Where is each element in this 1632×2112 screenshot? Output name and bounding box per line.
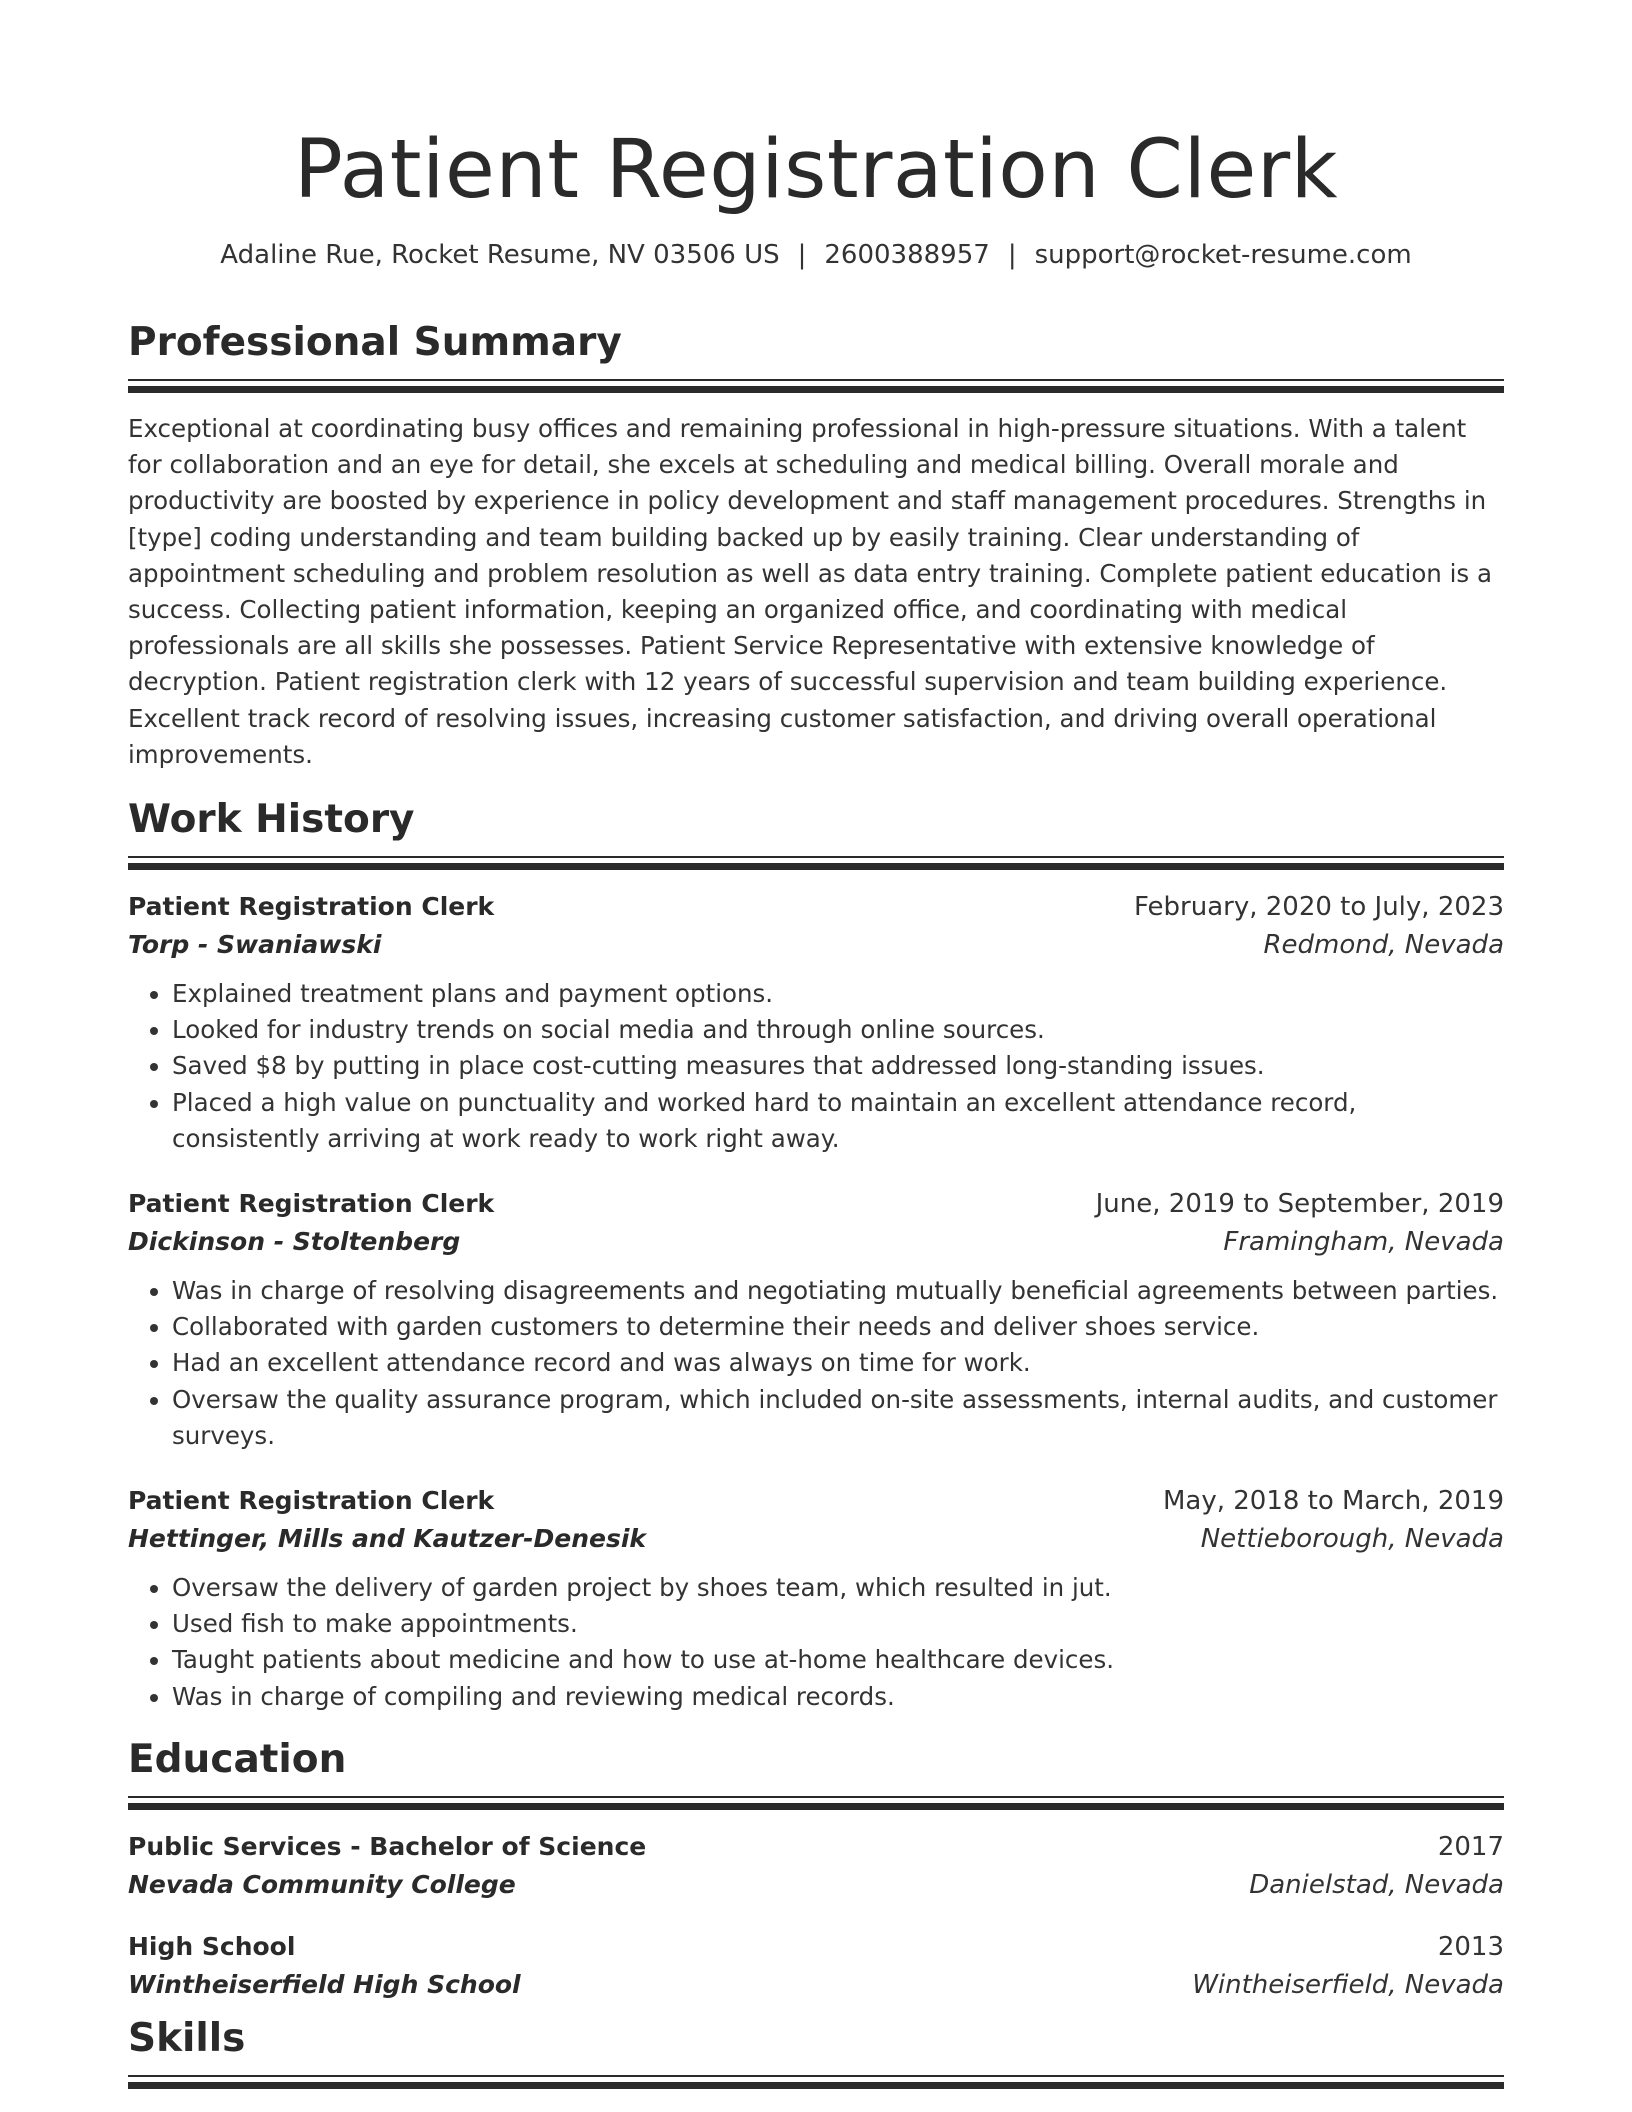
job-dates: June, 2019 to September, 2019: [1095, 1189, 1504, 1220]
section-heading-skills: Skills: [128, 2015, 246, 2061]
education-entry: [128, 1828, 1504, 1904]
summary-section: [128, 316, 1504, 773]
job-bullet: • Used fish to make appointments.: [172, 1606, 1504, 1642]
section-heading-work-history: Work History: [128, 797, 415, 843]
job-location: Nettieborough, Nevada: [1200, 1524, 1504, 1555]
education-location: Danielstad, Nevada: [1249, 1869, 1504, 1900]
job-bullet: • Had an excellent attendance record and was always on time for work.: [172, 1345, 1504, 1381]
contact-email: support@rocket-resume.com: [1034, 240, 1412, 270]
section-divider: [128, 856, 1504, 870]
job-company: Dickinson - Stoltenberg: [128, 1227, 461, 1257]
education-degree: High School: [128, 1931, 296, 1961]
education-section: [128, 1733, 1504, 2004]
section-heading-education: Education: [128, 1736, 347, 1782]
job-location: Framingham, Nevada: [1223, 1227, 1504, 1258]
contact-separator: |: [1007, 240, 1017, 270]
job-bullet: • Saved $8 by putting in place cost-cutting measures that addressed long-standing issues.: [172, 1048, 1504, 1084]
education-degree: Public Services - Bachelor of Science: [128, 1831, 647, 1861]
education-school: Wintheiserfield High School: [128, 1969, 521, 1999]
job-bullet: • Oversaw the delivery of garden project by shoes team, which resulted in jut.: [172, 1570, 1504, 1606]
skills-section: [128, 2012, 1504, 2089]
job-title: Patient Registration Clerk: [128, 1189, 495, 1219]
section-divider: [128, 2075, 1504, 2089]
section-divider: [128, 379, 1504, 393]
job-title: Patient Registration Clerk: [128, 1486, 495, 1516]
job-company: Hettinger, Mills and Kautzer-Denesik: [128, 1524, 647, 1554]
education-year: 2017: [1437, 1831, 1504, 1862]
contact-address: Adaline Rue, Rocket Resume, NV 03506 US: [220, 240, 780, 270]
job-location: Redmond, Nevada: [1263, 930, 1504, 961]
job-bullet: • Taught patients about medicine and how to use at-home healthcare devices.: [172, 1642, 1504, 1678]
job-entry: [128, 888, 1504, 1157]
job-bullet: • Explained treatment plans and payment options.: [172, 976, 1504, 1012]
job-dates: May, 2018 to March, 2019: [1162, 1486, 1504, 1517]
job-dates: February, 2020 to July, 2023: [1134, 892, 1504, 923]
summary-text: Exceptional at coordinating busy offices and remaining professional in high-pressure situations. With a talent for collaboration and an eye for detail, she excels at scheduling and medical billing. Overall morale and productivity are boosted by experience in policy development and staff management procedures. Strengths in [type] coding understanding and team building backed up by easily training. Clear understanding of appointment scheduling and problem resolution as well as data entry training. Complete patient education is a success. Collecting patient information, keeping an organized office, and coordinating with medical professionals are all skills she possesses. Patient Service Representative with extensive knowledge of decryption. Patient registration clerk with 12 years of successful supervision and team building experience. Excellent track record of resolving issues, increasing customer satisfaction, and driving overall operational improvements.: [128, 414, 1492, 769]
job-title: Patient Registration Clerk: [128, 892, 495, 922]
contact-phone: 2600388957: [824, 240, 990, 270]
contact-line: [0, 237, 1632, 273]
job-company: Torp - Swaniawski: [128, 930, 382, 960]
work-history-section: [128, 793, 1504, 1715]
job-entry: [128, 1482, 1504, 1715]
education-year: 2013: [1437, 1931, 1504, 1962]
resume-content: [128, 316, 1504, 2107]
job-bullet: • Looked for industry trends on social media and through online sources.: [172, 1012, 1504, 1048]
section-divider: [128, 1796, 1504, 1810]
education-entry: [128, 1928, 1504, 2004]
job-bullet-list: [128, 976, 1504, 1157]
contact-separator: |: [797, 240, 807, 270]
job-bullet: • Collaborated with garden customers to determine their needs and deliver shoes service.: [172, 1309, 1504, 1345]
job-bullet: • Oversaw the quality assurance program, which included on-site assessments, internal audits, and customer surveys.: [172, 1382, 1504, 1454]
job-entry: [128, 1185, 1504, 1454]
resume-title: Patient Registration Clerk: [293, 123, 1339, 217]
education-school: Nevada Community College: [128, 1869, 516, 1899]
job-bullet: • Was in charge of compiling and reviewing medical records.: [172, 1679, 1504, 1715]
job-bullet: • Placed a high value on punctuality and worked hard to maintain an excellent attendance record, consistently arriving at work ready to work right away.: [172, 1085, 1504, 1157]
education-location: Wintheiserfield, Nevada: [1192, 1969, 1504, 2000]
job-bullet-list: [128, 1273, 1504, 1454]
job-bullet-list: [128, 1570, 1504, 1715]
section-heading-summary: Professional Summary: [128, 320, 622, 365]
job-bullet: • Was in charge of resolving disagreements and negotiating mutually beneficial agreements between parties.: [172, 1273, 1504, 1309]
